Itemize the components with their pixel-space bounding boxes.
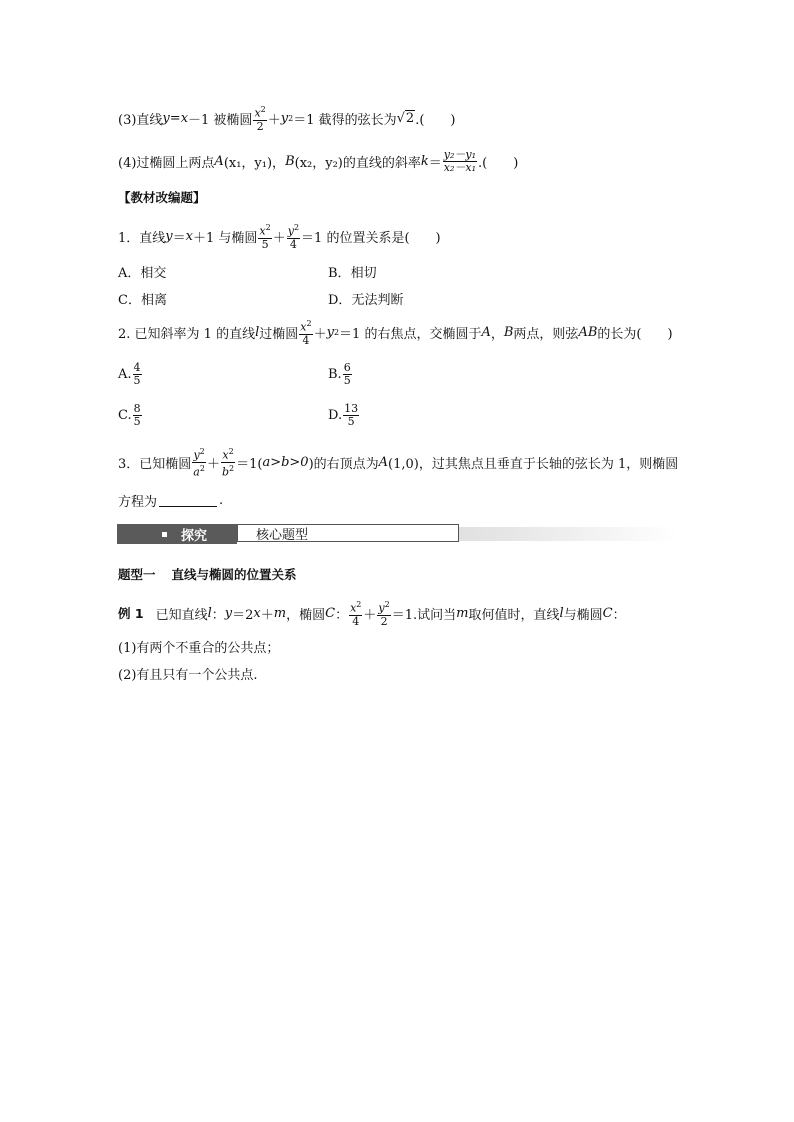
problem-1: 1．直线 y ＝ x ＋1 与椭圆 $\frac{x^2}{5}$ ＋ $\frac{y^2}{4}$ ＝1 的位置关系是( ) — [118, 223, 441, 251]
fraction: $\frac{y^2}{2}$ — [378, 600, 390, 628]
option-d: D． 无法判断 — [328, 293, 404, 308]
square-root: √ 2 — [396, 111, 415, 127]
problem-2-options-row-2 — [118, 403, 538, 428]
example-1-part-2: (2)有且只有一个公共点. — [118, 668, 258, 683]
question-3: (3)直线 y = x －1 被椭圆 $\frac{x^2}{2}$ ＋ y 2 ＝1 截得的弦长为 √ 2 .( ) — [118, 105, 456, 133]
problem-1-options-row-2 — [118, 289, 538, 308]
option-b: B． 相切 — [328, 266, 377, 281]
problem-3-line-2: 方程为 . — [118, 493, 224, 510]
option-a: A. $\frac{4}{5}$ — [118, 361, 141, 387]
problem-1-options-row-1 — [118, 262, 538, 281]
fraction: $\frac{x^2}{4}$ — [300, 319, 312, 347]
problem-3: 3．已知椭圆 $\frac{y^2}{a^2}$ ＋ $\frac{x^2}{b^2}$ ＝1( a>b>0 )的右顶点为 A (1,0)，过其焦点且垂直于长轴的弦长为 1，则椭圆 — [118, 447, 679, 479]
example-1-part-1: (1)有两个不重合的公共点； — [118, 641, 280, 656]
problem-2: 2. 已知斜率为 1 的直线 l 过椭圆 $\frac{x^2}{4}$ ＋ y 2 ＝1 的右焦点，交椭圆于 A ， B 两点，则弦 AB 的长为( ) — [118, 319, 673, 347]
fraction: $\frac{y^2}{4}$ — [287, 223, 300, 251]
problem-2-options-row-1 — [118, 362, 538, 387]
fraction: $\frac{x^2}{4}$ — [350, 600, 362, 628]
fraction: $\frac{y^2}{a^2}$ — [193, 447, 205, 479]
option-d: D. $\frac{13}{5}$ — [328, 402, 359, 428]
option-b: B. $\frac{6}{5}$ — [328, 361, 351, 387]
fraction: $\frac{x^2}{2}$ — [254, 105, 266, 133]
type-heading: 题型一 直线与椭圆的位置关系 — [118, 567, 297, 582]
option-c: C． 相离 — [118, 293, 167, 308]
option-a: A． 相交 — [118, 266, 167, 281]
example-1: 例 1 已知直线 l ： y ＝2 x ＋ m ，椭圆 C ： $\frac{x^2}{4}$ ＋ $\frac{y^2}{2}$ ＝1.试问当 m 取何值时，直线 l 与椭圆 C ： — [118, 600, 626, 628]
square-bullet-icon — [162, 532, 167, 537]
fraction: $\frac{x^2}{b^2}$ — [221, 447, 235, 479]
option-c: C. $\frac{8}{5}$ — [118, 402, 141, 428]
section-heading-textbook: 【教材改编题】 — [118, 190, 206, 205]
fraction: $\frac{x^2}{5}$ — [259, 223, 271, 251]
question-4: (4)过椭圆上两点 A (x₁，y₁)， B (x₂，y₂)的直线的斜率 k ＝ $\frac{\text{y₂－y₁}}{\text{x₂－x₁}}$ .( ) — [118, 148, 519, 174]
answer-blank[interactable] — [159, 494, 217, 507]
section-banner — [117, 524, 677, 546]
banner-explore: 探究 — [117, 524, 237, 544]
slope-fraction: $\frac{\text{y₂－y₁}}{\text{x₂－x₁}}$ — [443, 148, 477, 174]
banner-core-types: 核心题型 — [237, 524, 459, 542]
